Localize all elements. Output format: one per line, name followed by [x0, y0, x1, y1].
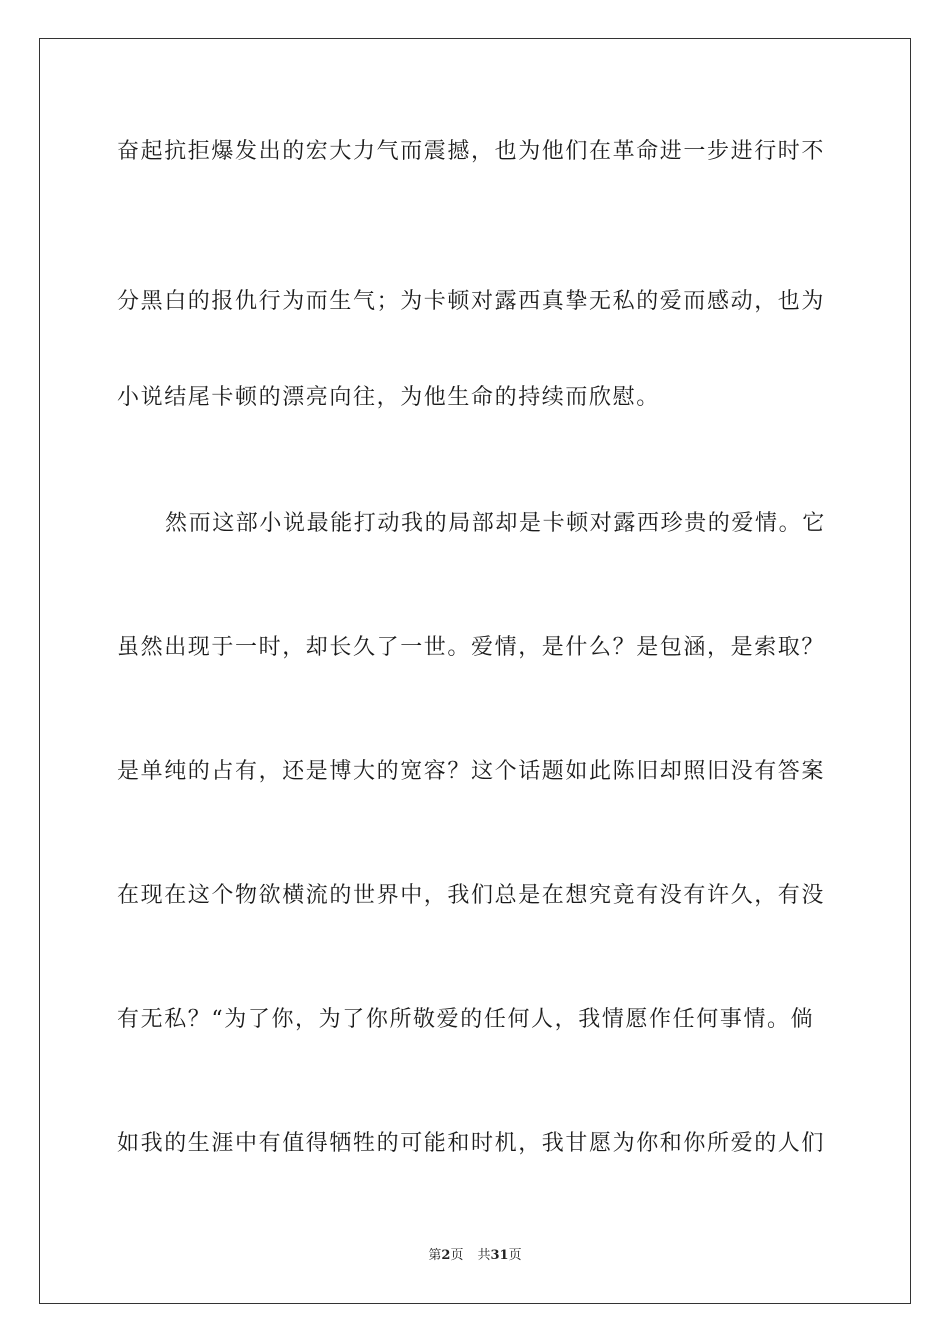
page-border [39, 38, 911, 1304]
text-line: 有无私？“为了你，为了你所敬爱的任何人，我情愿作任何事情。倘 [117, 1007, 815, 1032]
page-number: 2 [441, 1248, 451, 1263]
text-line: 是单纯的占有，还是博大的宽容？这个话题如此陈旧却照旧没有答案 [117, 759, 826, 784]
page-prefix: 第 [428, 1248, 442, 1263]
text-line: 然而这部小说最能打动我的局部却是卡顿对露西珍贵的爱情。它 [165, 511, 826, 536]
text-line: 分黑白的报仇行为而生气；为卡顿对露西真挚无私的爱而感动，也为 [117, 289, 826, 314]
text-line: 如我的生涯中有值得牺牲的可能和时机，我甘愿为你和你所爱的人们 [117, 1131, 826, 1156]
page-footer [0, 1247, 950, 1265]
page-suffix: 页 [450, 1248, 464, 1263]
total-pages: 31 [490, 1248, 509, 1263]
text-line: 在现在这个物欲横流的世界中，我们总是在想究竟有没有许久，有没 [117, 883, 826, 908]
text-line: 奋起抗拒爆发出的宏大力气而震撼，也为他们在革命进一步进行时不 [117, 139, 826, 164]
text-line: 小说结尾卡顿的漂亮向往，为他生命的持续而欣慰。 [117, 385, 660, 410]
total-suffix: 页 [508, 1248, 522, 1263]
text-line: 虽然出现于一时，却长久了一世。爱情，是什么？是包涵，是索取？ [117, 635, 826, 660]
total-prefix: 共 [477, 1248, 491, 1263]
